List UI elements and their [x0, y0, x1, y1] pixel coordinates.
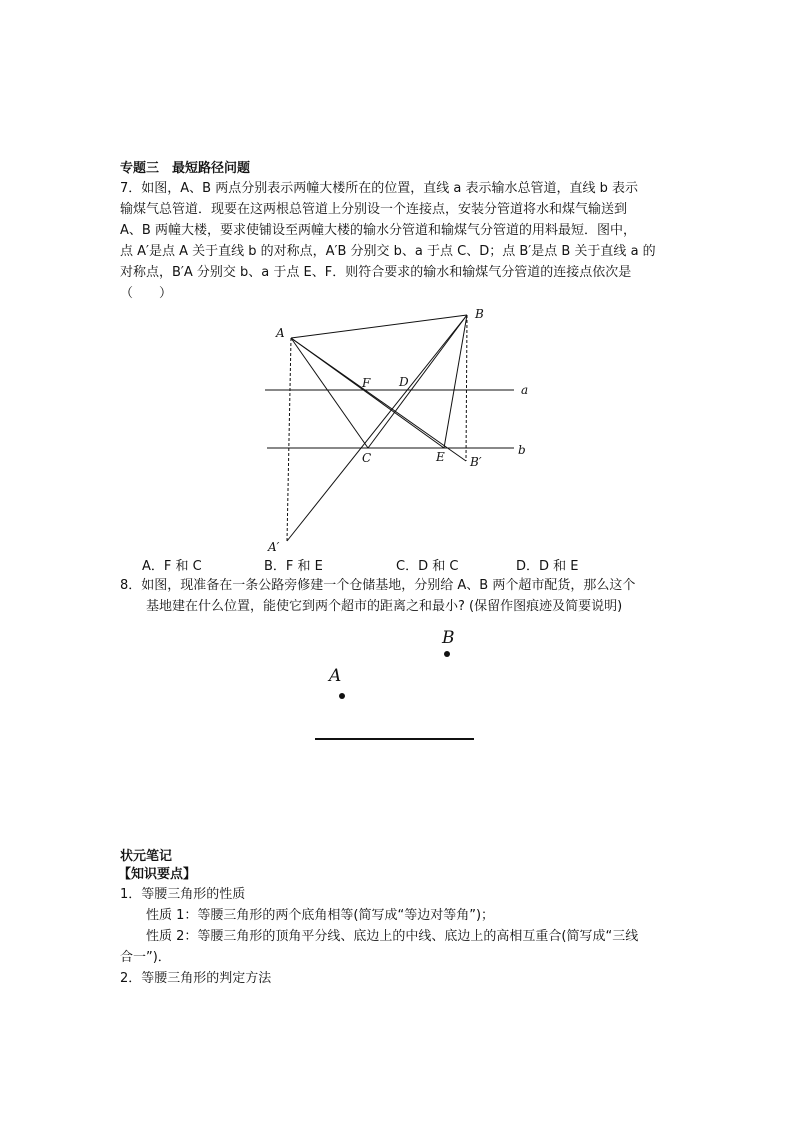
segment-B-Bprime: [466, 315, 467, 461]
notes-line-3: 性质 2：等腰三角形的顶角平分线、底边上的中线、底边上的高相互重合(简写成“三线: [120, 929, 639, 944]
question-7-text: [120, 178, 690, 304]
label-B-prime: B′: [470, 455, 482, 469]
notes-line-5: 2．等腰三角形的判定方法: [120, 971, 272, 986]
option-d[interactable]: D．D 和 E: [516, 559, 579, 574]
label-C: C: [362, 451, 372, 465]
notes-content: [120, 884, 690, 989]
label-A: A: [276, 326, 285, 340]
label-A: A: [329, 666, 342, 686]
q7-line-6: （ ）: [120, 286, 173, 301]
q7-line-1: 7．如图，A、B 两点分别表示两幢大楼所在的位置，直线 a 表示输水总管道，直线 b 表示: [120, 181, 638, 196]
q7-line-3: A、B 两幢大楼，要求使铺设至两幢大楼的输水分管道和输煤气分管道的用料最短．图中，: [120, 223, 636, 238]
label-A-prime: A′: [268, 540, 280, 554]
notes-line-1: 1．等腰三角形的性质: [120, 887, 246, 902]
section-title: 专题三 最短路径问题: [120, 161, 251, 176]
q7-line-2: 输煤气总管道．现要在这两根总管道上分别设一个连接点，安装分管道将水和煤气输送到: [120, 202, 628, 217]
label-E: E: [436, 450, 445, 464]
segment-C-B: [368, 315, 467, 448]
question-8-text: [120, 575, 690, 617]
q8-line-2: 基地建在什么位置，能使它到两个超市的距离之和最小? (保留作图痕迹及简要说明): [120, 599, 623, 614]
notes-subtitle: 【知识要点】: [118, 867, 197, 882]
segment-A-Aprime: [287, 338, 291, 541]
notes-line-4: 合一”)．: [120, 950, 171, 965]
point-B: [444, 651, 450, 657]
q7-line-4: 点 A′是点 A 关于直线 b 的对称点，A′B 分别交 b、a 于点 C、D；点 B′是点 B 关于直线 a 的: [120, 244, 656, 259]
notes-line-2: 性质 1：等腰三角形的两个底角相等(简写成“等边对等角”)；: [120, 908, 495, 923]
segment-E-B: [444, 315, 467, 448]
label-F: F: [362, 376, 371, 390]
label-B: B: [475, 307, 484, 321]
segment-A-B: [291, 315, 467, 338]
q8-road-figure: [300, 625, 490, 750]
segment-A-E: [291, 338, 444, 448]
q7-line-5: 对称点，B′A 分别交 b、a 于点 E、F．则符合要求的输水和输煤气分管道的连接点依次是: [120, 265, 632, 280]
label-a: a: [521, 383, 529, 397]
label-D: D: [399, 375, 409, 389]
q8-line-1: 8．如图，现准备在一条公路旁修建一个仓储基地，分别给 A、B 两个超市配货，那么这个: [120, 578, 636, 593]
option-a[interactable]: A．F 和 C: [142, 559, 202, 574]
option-b[interactable]: B．F 和 E: [264, 559, 323, 574]
label-B: B: [442, 628, 455, 648]
q7-geometry-figure: [255, 300, 545, 560]
segment-Aprime-B: [287, 315, 467, 541]
option-c[interactable]: C．D 和 C: [396, 559, 459, 574]
notes-title: 状元笔记: [120, 849, 173, 864]
segment-A-C: [291, 338, 368, 448]
label-b: b: [518, 443, 526, 457]
point-A: [339, 693, 345, 699]
